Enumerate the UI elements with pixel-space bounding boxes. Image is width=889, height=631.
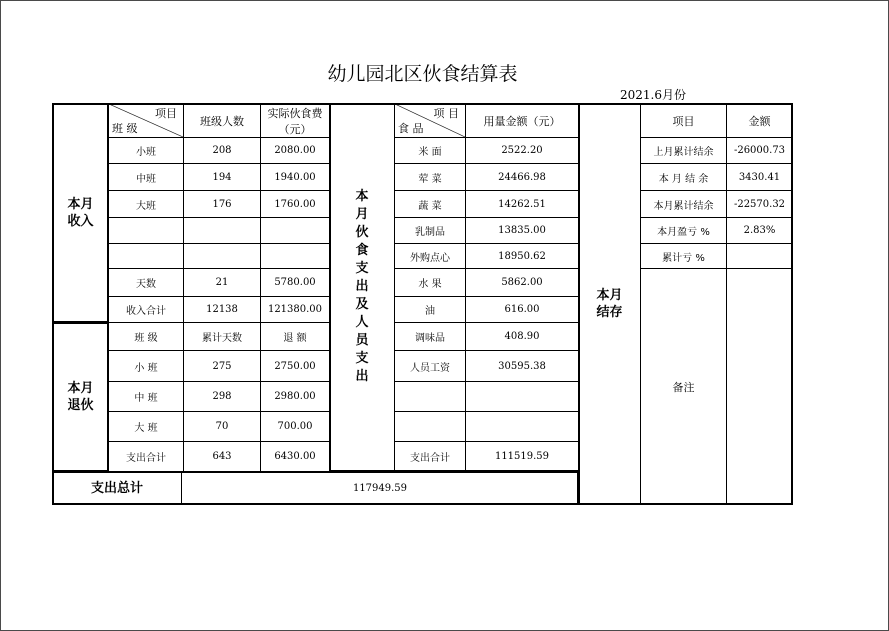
section-label-line: 本月 bbox=[596, 288, 623, 303]
balance-col-amount: 金额 bbox=[726, 103, 793, 138]
expense-row-item: 支出合计 bbox=[394, 441, 466, 472]
refund-row-days: 643 bbox=[183, 441, 261, 472]
expense-row-amount: 616.00 bbox=[465, 296, 579, 323]
report-date: 2021.6月份 bbox=[620, 88, 686, 102]
balance-row-amount bbox=[726, 243, 793, 269]
income-row-count: 208 bbox=[183, 137, 261, 164]
expense-label-char: 出 bbox=[355, 279, 369, 294]
income-row-fee: 121380.00 bbox=[260, 296, 330, 323]
refund-row-amount: 2750.00 bbox=[260, 350, 330, 382]
expense-row-amount: 111519.59 bbox=[465, 441, 579, 472]
income-row-label: 中班 bbox=[108, 163, 184, 191]
expense-row-amount: 30595.38 bbox=[465, 350, 579, 382]
section-label-line: 收入 bbox=[67, 214, 94, 229]
refund-row-days: 70 bbox=[183, 411, 261, 442]
balance-col-item: 项目 bbox=[640, 103, 727, 138]
income-row-fee: 2080.00 bbox=[260, 137, 330, 164]
expense-row-amount bbox=[465, 381, 579, 412]
refund-row-amount: 700.00 bbox=[260, 411, 330, 442]
expense-label-char: 出 bbox=[355, 369, 369, 384]
expense-row-item bbox=[394, 411, 466, 442]
income-col-fee: 实际伙食费（元） bbox=[260, 103, 330, 138]
refund-col-class: 班 级 bbox=[108, 322, 184, 351]
balance-row-item: 本 月 结 余 bbox=[640, 163, 727, 191]
income-row-label bbox=[108, 243, 184, 269]
balance-row-item: 上月累计结余 bbox=[640, 137, 727, 164]
refund-row-label: 支出合计 bbox=[108, 441, 184, 472]
income-row-count: 21 bbox=[183, 268, 261, 297]
expense-row-item: 米 面 bbox=[394, 137, 466, 164]
diag-bottom-label: 班 级 bbox=[112, 122, 138, 135]
refund-row-amount: 6430.00 bbox=[260, 441, 330, 472]
income-row-count: 12138 bbox=[183, 296, 261, 323]
refund-col-days: 累计天数 bbox=[183, 322, 261, 351]
page-title: 幼儿园北区伙食结算表 bbox=[327, 63, 518, 85]
diag-bottom-label: 食 品 bbox=[398, 122, 424, 135]
section-label-line: 本月 bbox=[67, 381, 94, 396]
income-row-count bbox=[183, 243, 261, 269]
income-row-label: 小班 bbox=[108, 137, 184, 164]
income-row-fee bbox=[260, 217, 330, 244]
expense-row-amount: 408.90 bbox=[465, 322, 579, 351]
income-row-count: 176 bbox=[183, 190, 261, 218]
expense-row-amount bbox=[465, 411, 579, 442]
expense-section-label bbox=[329, 103, 395, 471]
expense-row-item: 乳制品 bbox=[394, 217, 466, 244]
income-row-count bbox=[183, 217, 261, 244]
balance-row-amount: 2.83% bbox=[726, 217, 793, 244]
balance-row-amount: -22570.32 bbox=[726, 190, 793, 218]
income-row-fee: 1760.00 bbox=[260, 190, 330, 218]
remark-label: 备注 bbox=[640, 268, 727, 505]
expense-row-item: 荤 菜 bbox=[394, 163, 466, 191]
refund-col-amount: 退 额 bbox=[260, 322, 330, 351]
expense-row-amount: 2522.20 bbox=[465, 137, 579, 164]
income-section-label bbox=[52, 103, 109, 323]
refund-row-label: 大 班 bbox=[108, 411, 184, 442]
income-row-fee bbox=[260, 243, 330, 269]
expense-row-amount: 5862.00 bbox=[465, 268, 579, 297]
section-label-line: 本月 bbox=[67, 197, 94, 212]
income-col-count: 班级人数 bbox=[183, 103, 261, 138]
refund-row-label: 中 班 bbox=[108, 381, 184, 412]
section-label-line: 结存 bbox=[596, 305, 623, 320]
refund-row-amount: 2980.00 bbox=[260, 381, 330, 412]
refund-row-label: 小 班 bbox=[108, 350, 184, 382]
expense-col-amount: 用量金额（元） bbox=[465, 103, 579, 138]
refund-row-days: 275 bbox=[183, 350, 261, 382]
income-row-label bbox=[108, 217, 184, 244]
diag-top-label: 项目 bbox=[155, 107, 177, 120]
expense-row-item bbox=[394, 381, 466, 412]
expense-label-char: 支 bbox=[355, 351, 369, 366]
balance-row-item: 本月盈亏 % bbox=[640, 217, 727, 244]
income-diagonal-header bbox=[108, 103, 184, 138]
expense-row-item: 调味品 bbox=[394, 322, 466, 351]
expense-row-item: 油 bbox=[394, 296, 466, 323]
expense-row-item: 人员工资 bbox=[394, 350, 466, 382]
balance-row-item: 累计亏 % bbox=[640, 243, 727, 269]
income-row-fee: 5780.00 bbox=[260, 268, 330, 297]
income-row-label: 大班 bbox=[108, 190, 184, 218]
balance-section-label bbox=[578, 103, 641, 505]
section-label-line: 退伙 bbox=[67, 398, 94, 413]
total-label: 支出总计 bbox=[52, 471, 182, 505]
expense-label-char: 支 bbox=[355, 261, 369, 276]
total-value: 117949.59 bbox=[181, 471, 579, 505]
income-row-label: 收入合计 bbox=[108, 296, 184, 323]
expense-diagonal-header bbox=[394, 103, 466, 138]
balance-row-amount: 3430.41 bbox=[726, 163, 793, 191]
expense-row-amount: 13835.00 bbox=[465, 217, 579, 244]
expense-label-char: 本 bbox=[355, 189, 369, 204]
expense-row-amount: 24466.98 bbox=[465, 163, 579, 191]
expense-label-char: 员 bbox=[355, 333, 369, 348]
expense-label-char: 及 bbox=[355, 297, 369, 312]
expense-row-item: 水 果 bbox=[394, 268, 466, 297]
remark-value bbox=[726, 268, 793, 505]
income-row-fee: 1940.00 bbox=[260, 163, 330, 191]
expense-row-amount: 14262.51 bbox=[465, 190, 579, 218]
expense-label-char: 人 bbox=[355, 315, 369, 330]
balance-row-amount: -26000.73 bbox=[726, 137, 793, 164]
expense-row-item: 蔬 菜 bbox=[394, 190, 466, 218]
refund-section-label bbox=[52, 322, 109, 472]
income-row-count: 194 bbox=[183, 163, 261, 191]
expense-row-item: 外购点心 bbox=[394, 243, 466, 269]
refund-row-days: 298 bbox=[183, 381, 261, 412]
expense-label-char: 伙 bbox=[355, 225, 369, 240]
balance-row-item: 本月累计结余 bbox=[640, 190, 727, 218]
income-row-label: 天数 bbox=[108, 268, 184, 297]
expense-row-amount: 18950.62 bbox=[465, 243, 579, 269]
expense-label-char: 食 bbox=[355, 243, 369, 258]
diag-top-label: 项 目 bbox=[433, 107, 459, 120]
expense-label-char: 月 bbox=[355, 207, 369, 222]
